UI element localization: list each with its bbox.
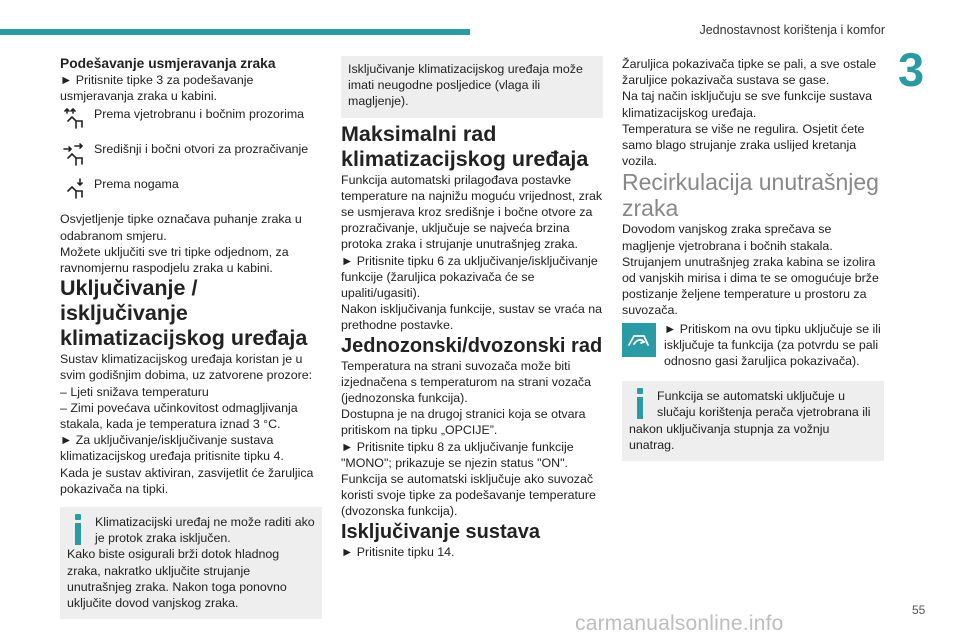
- paragraph: ► Pritisnite tipku 8 za uključivanje funkcije "MONO"; prikazuje se njezin status "ON".: [341, 439, 574, 470]
- paragraph: Žaruljica pokazivača tipke se pali, a sve ostale žaruljice pokazivača sustava se gase.: [622, 57, 877, 88]
- icon-row-windscreen: [60, 106, 322, 134]
- icon-row-feet: [60, 176, 322, 204]
- paragraph: Funkcija se automatski isključuje ako suvozač koristi svoje tipke za podešavanje temperature (dvozonska funkcija).: [341, 472, 596, 519]
- paragraph: ► Pritisnite tipke 3 za podešavanje usmjeravanja zraka u kabini.: [60, 73, 254, 104]
- paragraph: Osvjetljenje tipke označava puhanje zraka u odabranom smjeru.: [60, 212, 302, 243]
- paragraph: ► Pritiskom na ovu tipku uključuje se ili isključuje ta funkcija (za potvrdu se pali odnosno gasi žaruljica pokazivača).: [664, 321, 881, 369]
- paragraph: Možete uključiti sve tri tipke odjednom, za ravnomjernu raspodjelu zraka u kabini.: [60, 244, 289, 276]
- paragraph: ► Pritisnite tipku 6 za uključivanje/isključivanje funkcije (žaruljica pokazivača će se upaliti/ugasiti).: [341, 253, 598, 301]
- airflow-feet-icon: [60, 176, 92, 204]
- paragraph: Kada je sustav aktiviran, zasvijetlit će žaruljica pokazivača na tipki.: [60, 465, 314, 496]
- info-text: Isključivanje klimatizacijskog uređaja može imati neugodne posljedice (vlaga ili magljenje).: [348, 62, 583, 109]
- page-number: 55: [912, 603, 926, 617]
- info-icon: [631, 388, 649, 418]
- heading-system-off: Isključivanje sustava: [341, 520, 541, 543]
- heading-on-off: Uključivanje / isključivanje klimatizacijskog uređaja: [60, 276, 308, 351]
- info-text: Funkcija se automatski uključuje u slučaju korištenja perača vjetrobrana ili nakon uključivanja stupnja za vožnju unatrag.: [629, 389, 871, 452]
- paragraph: Funkcija automatski prilagođava postavke temperature na najnižu moguću vrijednost, zrak se usmjerava kroz središnje i bočne otvore za prozračivanje, uključuje se najveća brzina protoka zraka i strujanje unutrašnjeg zraka.: [341, 172, 603, 252]
- info-text: Klimatizacijski uređaj ne može raditi ako je protok zraka isključen.: [95, 515, 315, 546]
- paragraph: ► Pritisnite tipku 14.: [341, 544, 455, 559]
- chapter-number: 3: [898, 43, 925, 96]
- running-header: Jednostavnost korištenja i komfor: [699, 23, 885, 37]
- paragraph: Temperatura se više ne regulira. Osjetit ćete samo blago strujanje zraka uslijed kretanja vozila.: [622, 121, 865, 169]
- paragraph: Strujanjem unutrašnjeg zraka kabina se izolira od vanjskih mirisa i dima te se omogućuje brže postizanje željene temperature u prostoru za suvozača.: [622, 254, 879, 318]
- paragraph: Dovodom vanjskog zraka sprečava se magljenje vjetrobrana i bočnih stakala.: [622, 222, 833, 253]
- paragraph: – Ljeti snižava temperaturu: [60, 384, 209, 399]
- recirc-instruction: [622, 321, 884, 370]
- paragraph: Sustav klimatizacijskog uređaja koristan je u svim godišnjim dobima, uz zatvorene prozore:: [60, 352, 313, 383]
- heading-recirculation: Recirkulacija unutrašnjeg zraka: [622, 169, 879, 222]
- column-2: [341, 56, 603, 560]
- heading-max-ac: Maksimalni rad klimatizacijskog uređaja: [341, 121, 589, 171]
- info-text: Kako biste osigurali brži dotok hladnog zraka, nakratko uključite strujanje unutrašnjeg zraka. Nakon toga ponovno uključite dovod vanjskog zraka.: [67, 547, 287, 611]
- heading-air-direction: Podešavanje usmjeravanja zraka: [60, 56, 276, 71]
- column-1: [60, 56, 322, 623]
- paragraph: Nakon isključivanja funkcije, sustav se vraća na prethodne postavke.: [341, 302, 603, 333]
- header-accent-bar: [0, 29, 470, 35]
- airflow-center-side-vents-icon: [60, 141, 92, 169]
- watermark: carmanualsonline.info: [575, 612, 784, 635]
- icon-label: Središnji i bočni otvori za prozračivanje: [94, 142, 309, 157]
- paragraph: Temperatura na strani suvozača može biti izjednačena s temperaturom na strani vozača (jednozonska funkcija).: [341, 358, 592, 406]
- icon-label: Prema nogama: [94, 177, 179, 192]
- info-box: [60, 507, 322, 619]
- icon-row-center: [60, 141, 322, 169]
- recirculation-button-icon: [622, 323, 656, 357]
- paragraph: Na taj način isključuju se sve funkcije sustava klimatizacijskog uređaja.: [622, 89, 872, 120]
- paragraph: Dostupna je na drugoj stranici koja se otvara pritiskom na tipku „OPCIJE”.: [341, 407, 586, 438]
- paragraph: ► Za uključivanje/isključivanje sustava klimatizacijskog uređaja pritisnite tipku 4.: [60, 433, 284, 464]
- column-3: [622, 56, 884, 465]
- paragraph: – Zimi povećava učinkovitost odmagljivanja stakala, kada je temperatura iznad 3 °C.: [60, 400, 298, 432]
- info-icon: [69, 514, 87, 544]
- info-box: [622, 381, 884, 461]
- icon-label: Prema vjetrobranu i bočnim prozorima: [94, 107, 305, 122]
- info-box: [341, 56, 603, 118]
- airflow-windscreen-sides-icon: [60, 106, 92, 134]
- heading-zone: Jednozonski/dvozonski rad: [341, 334, 603, 357]
